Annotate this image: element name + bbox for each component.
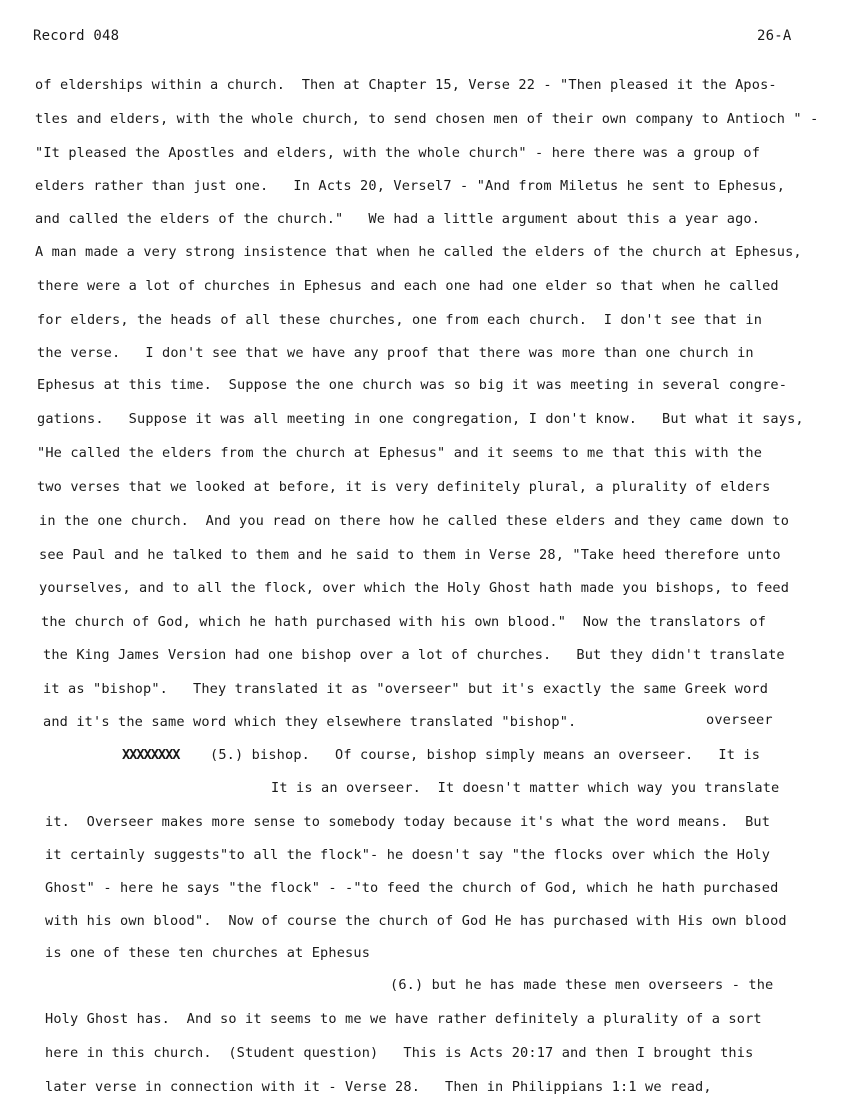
text-line: later verse in connection with it - Verse 28. Then in Philippians 1:1 we read,: [45, 1079, 712, 1095]
text-line: Ephesus at this time. Suppose the one church was so big it was meeting in several congre-: [37, 377, 788, 393]
text-line: "It pleased the Apostles and elders, with the whole church" - here there was a group of: [35, 145, 761, 161]
text-line: yourselves, and to all the flock, over which the Holy Ghost hath made you bishops, to feed: [39, 580, 790, 596]
text-line: of elderships within a church. Then at Chapter 15, Verse 22 - "Then pleased it the Apos-: [35, 77, 777, 93]
text-line: the verse. I don't see that we have any proof that there was more than one church in: [37, 345, 754, 361]
record-label: Record 048: [33, 28, 120, 44]
text-line: and called the elders of the church." We had a little argument about this a year ago.: [35, 211, 761, 227]
text-line: tles and elders, with the whole church, to send chosen men of their own company to Antioch " -: [35, 111, 819, 127]
text-line: the King James Version had one bishop over a lot of churches. But they didn't translate: [43, 647, 785, 663]
text-line: there were a lot of churches in Ephesus and each one had one elder so that when he called: [37, 278, 779, 294]
text-line: it certainly suggests"to all the flock"- he doesn't say "the flocks over which the Holy: [45, 847, 771, 863]
text-line: and it's the same word which they elsewhere translated "bishop".: [43, 714, 577, 730]
text-line: It is an overseer. It doesn't matter which way you translate: [271, 780, 780, 796]
text-line: (6.) but he has made these men overseers - the: [390, 977, 774, 993]
text-line: A man made a very strong insistence that when he called the elders of the church at Ephesus,: [35, 244, 802, 260]
text-line: it. Overseer makes more sense to somebody today because it's what the word means. But: [45, 814, 771, 830]
struck-out-text: XXXXXXXX: [122, 747, 180, 763]
text-line: elders rather than just one. In Acts 20, Versel7 - "And from Miletus he sent to Ephesus,: [35, 178, 786, 194]
text-line: for elders, the heads of all these churches, one from each church. I don't see that in: [37, 312, 763, 328]
text-line: with his own blood". Now of course the church of God He has purchased with His own blood: [45, 913, 787, 929]
text-line: gations. Suppose it was all meeting in one congregation, I don't know. But what it says,: [37, 411, 804, 427]
text-line: in the one church. And you read on there how he called these elders and they came down to: [39, 513, 790, 529]
text-line: "He called the elders from the church at Ephesus" and it seems to me that this with the: [37, 445, 763, 461]
text-line: is one of these ten churches at Ephesus: [45, 945, 371, 961]
text-line: Ghost" - here he says "the flock" - -"to feed the church of God, which he hath purchased: [45, 880, 779, 896]
page-number: 26-A: [757, 28, 792, 44]
text-line: the church of God, which he hath purchased with his own blood." Now the translators of: [41, 614, 767, 630]
text-line: (5.) bishop. Of course, bishop simply means an overseer. It is: [210, 747, 761, 763]
margin-note-overseer: overseer: [706, 712, 773, 728]
text-line: here in this church. (Student question) This is Acts 20:17 and then I brought this: [45, 1045, 754, 1061]
text-line: two verses that we looked at before, it is very definitely plural, a plurality of elders: [37, 479, 771, 495]
text-line: see Paul and he talked to them and he said to them in Verse 28, "Take heed therefore unto: [39, 547, 781, 563]
text-line: it as "bishop". They translated it as "overseer" but it's exactly the same Greek word: [43, 681, 769, 697]
text-line: Holy Ghost has. And so it seems to me we have rather definitely a plurality of a sort: [45, 1011, 762, 1027]
